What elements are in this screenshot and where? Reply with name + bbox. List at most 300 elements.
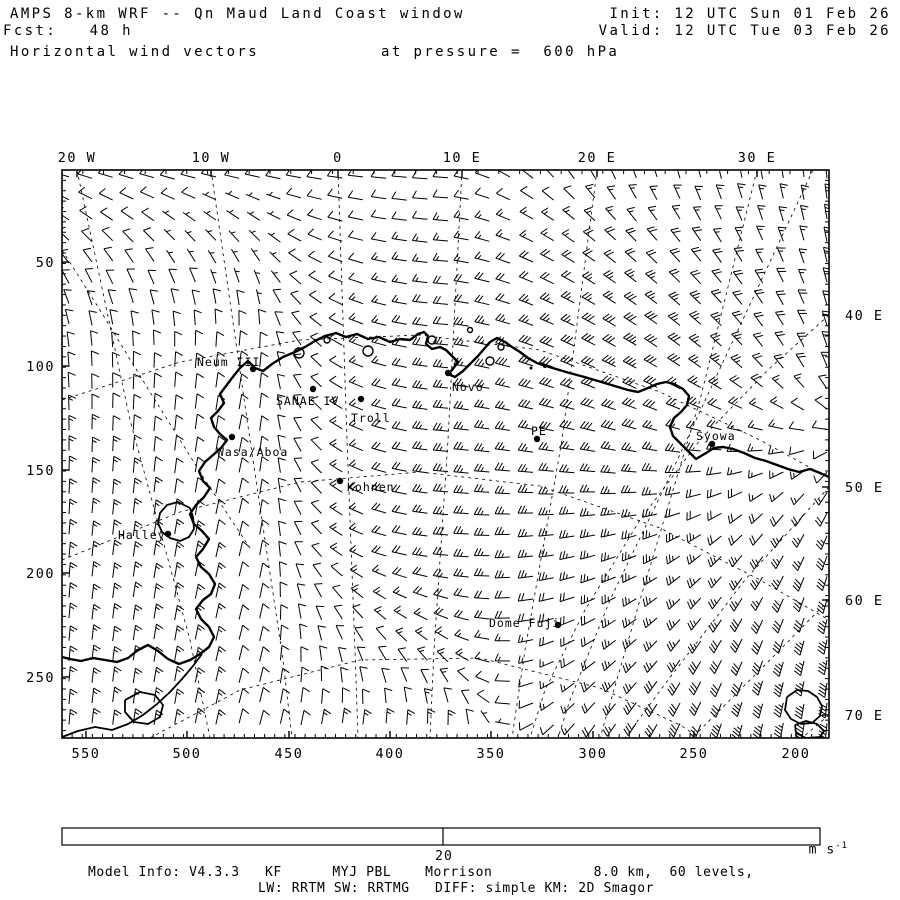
ice-feature-outline (468, 328, 473, 333)
axis-label-top: 10 W (191, 150, 231, 166)
wind-barb (372, 442, 387, 452)
wind-barb (92, 374, 99, 389)
wind-barb (239, 585, 249, 600)
wind-barb (749, 493, 763, 501)
wind-barb (496, 293, 510, 303)
wind-barb (794, 374, 804, 388)
wind-barb (69, 456, 77, 471)
wind-barb (372, 356, 387, 366)
wind-barb (454, 210, 469, 219)
wind-barb (730, 639, 742, 653)
wind-barb (738, 184, 746, 198)
wind-barb (475, 315, 490, 325)
wind-barb (152, 310, 160, 325)
station-label: SANAE IV (276, 394, 340, 408)
wind-barb (541, 229, 554, 241)
wind-barb (307, 190, 322, 200)
wind-barb (602, 618, 616, 628)
ice-feature-outline (486, 357, 494, 365)
wind-barb (476, 671, 490, 682)
wind-barb (413, 380, 428, 389)
wind-barb (175, 372, 183, 387)
wind-barb (206, 230, 216, 241)
meridian-line (558, 170, 813, 738)
wind-barb (216, 626, 226, 641)
wind-barb (239, 709, 249, 724)
wind-barb (175, 709, 184, 724)
wind-barb (668, 703, 680, 716)
wind-barb (208, 250, 216, 263)
wind-barb (333, 585, 343, 599)
wind-barb (322, 689, 330, 704)
wind-barb (779, 207, 787, 221)
wind-barb (475, 272, 490, 282)
wind-barb (99, 189, 113, 201)
wind-barb (540, 293, 554, 304)
wind-barb (92, 625, 101, 640)
wind-barb (580, 442, 595, 451)
wind-barb (623, 662, 636, 673)
wind-barb (687, 511, 701, 520)
wind-barb (581, 550, 596, 559)
wind-barb (175, 499, 184, 514)
wind-barb (795, 704, 804, 719)
wind-barb (730, 376, 742, 389)
wind-barb (750, 557, 763, 569)
wind-barb (621, 464, 636, 472)
wind-barb (519, 701, 533, 709)
wind-barb (289, 249, 301, 261)
wind-barb (519, 251, 533, 262)
wind-barb (798, 290, 807, 304)
wind-barb (146, 248, 155, 262)
wind-barb (708, 556, 721, 567)
wind-barb (106, 270, 114, 284)
wind-barb (495, 507, 510, 514)
wind-barb (606, 206, 616, 220)
wind-barb (791, 514, 804, 526)
wind-barb (736, 207, 744, 221)
wind-barb (280, 668, 289, 683)
wind-barb (669, 723, 680, 737)
wind-barb (495, 550, 510, 558)
wind-barb (770, 492, 784, 502)
wind-barb (627, 207, 636, 221)
wind-barb (433, 443, 448, 451)
coast-segment (62, 378, 232, 664)
wind-barb (816, 556, 827, 570)
wind-barb (92, 604, 101, 619)
meridian-line (625, 487, 829, 738)
wind-barb (672, 205, 680, 219)
wind-barb (751, 597, 763, 610)
wind-barb (294, 417, 302, 431)
wind-barb (91, 331, 99, 346)
wind-barb (433, 190, 448, 198)
wind-barb (540, 725, 554, 735)
model-info-line2: LW: RRTM SW: RRTMG DIFF: simple KM: 2D Smagor (258, 881, 655, 896)
wind-barb (330, 460, 343, 472)
wind-barb (666, 576, 680, 586)
wind-barb (216, 667, 226, 682)
wind-barb (92, 478, 100, 493)
wind-barb (716, 185, 724, 199)
wind-barb (751, 620, 762, 634)
wind-barb (643, 530, 657, 539)
wind-barb (69, 626, 77, 641)
wind-barb (396, 628, 407, 641)
wind-barb (311, 417, 322, 430)
wind-barb (216, 520, 226, 535)
wind-barb (518, 464, 533, 472)
wind-barb (650, 186, 658, 200)
wind-barb (392, 358, 407, 367)
wind-barb (216, 583, 226, 598)
wind-barb (229, 231, 239, 242)
wind-barb (643, 576, 657, 586)
wind-barb (562, 230, 574, 243)
wind-barb (260, 393, 269, 408)
scalebar-value: 20 (435, 849, 453, 864)
axis-label-left: 200 (26, 566, 55, 582)
wind-barb (392, 378, 407, 387)
wind-barb (150, 290, 158, 305)
wind-barb (622, 398, 636, 409)
wind-barb (518, 570, 533, 578)
wind-barb (113, 456, 121, 471)
wind-barb (202, 192, 216, 200)
axis-label-bottom: 350 (476, 746, 506, 762)
wind-barb (349, 313, 363, 324)
wind-barb (496, 252, 510, 263)
wind-barb (169, 269, 177, 283)
wind-barb (394, 606, 407, 618)
wind-barb (688, 598, 701, 609)
wind-barb (195, 668, 204, 683)
axis-label-right: 60 E (845, 593, 884, 609)
wind-barb (239, 331, 247, 346)
wind-barb (623, 377, 637, 389)
coastline (62, 328, 829, 739)
axis-label-top: 10 E (442, 150, 482, 166)
wind-barb (175, 479, 184, 494)
wind-barb (601, 399, 615, 410)
wind-barb (475, 652, 490, 662)
wind-barb (643, 420, 658, 430)
wind-barb (648, 206, 657, 220)
wind-barb (239, 458, 249, 473)
wind-barb (474, 568, 489, 576)
wind-barb (752, 681, 762, 695)
axis-label-bottom: 450 (274, 746, 304, 762)
wind-barb (393, 587, 407, 598)
wind-barb (643, 399, 657, 410)
wind-barb (392, 232, 407, 241)
wind-barb (239, 498, 249, 513)
wind-barb (707, 489, 721, 498)
wind-barb (474, 420, 489, 429)
wind-barb (539, 442, 554, 451)
wind-barb (216, 416, 225, 431)
wind-barb (239, 562, 249, 577)
wind-barb (295, 542, 303, 556)
wind-barb (104, 247, 113, 261)
wind-barb (455, 630, 469, 641)
wind-barb (433, 484, 448, 492)
wind-barb (268, 233, 280, 242)
wind-barb (646, 250, 657, 263)
wind-barb (583, 228, 595, 241)
wind-barb (621, 485, 636, 492)
wind-barb (81, 228, 92, 241)
station-dot (337, 478, 343, 484)
wind-barb (561, 314, 575, 326)
pressure-level-label: at pressure = 600 hPa (381, 44, 620, 60)
wind-barb (709, 640, 721, 653)
wind-barb (372, 399, 387, 409)
wind-barb (730, 598, 742, 611)
wind-barb (113, 687, 122, 702)
wind-barb (293, 331, 301, 345)
wind-barb (266, 192, 280, 199)
wind-barb (623, 573, 637, 583)
wind-barb (133, 542, 142, 557)
wind-barb (539, 549, 554, 557)
station-dot (165, 531, 171, 537)
wind-barb (79, 187, 93, 199)
wind-barb (371, 210, 386, 219)
station (531, 424, 547, 442)
wind-barb (623, 356, 636, 368)
wind-barb (796, 353, 806, 367)
wind-barb (770, 515, 783, 527)
wind-barb (454, 401, 469, 410)
wind-barb (474, 464, 489, 472)
wind-barb (175, 395, 183, 410)
wind-barb (313, 563, 322, 577)
wind-barb (201, 167, 216, 177)
wind-barb (772, 599, 783, 613)
wind-barb (518, 529, 533, 537)
wind-barb (154, 330, 161, 345)
scale-bar-box (62, 828, 820, 845)
wind-barb (113, 416, 121, 431)
wind-barb (433, 276, 448, 284)
wind-barb (413, 464, 428, 473)
wind-barb (113, 373, 120, 388)
wind-barb (774, 682, 784, 697)
wind-barb (539, 528, 554, 536)
wind-barb (65, 309, 73, 324)
wind-barb (791, 494, 804, 505)
wind-barb (125, 249, 134, 263)
wind-barb (519, 722, 533, 730)
wind-barb (183, 212, 195, 221)
wind-barb (311, 437, 322, 450)
wind-barb (433, 359, 448, 367)
wind-barb (67, 332, 75, 347)
wind-barb (386, 708, 394, 723)
wind-barb (561, 271, 574, 283)
wind-barb (727, 467, 742, 475)
wind-barb (560, 378, 574, 389)
wind-barb (665, 465, 680, 472)
wind-barb (454, 465, 469, 473)
wind-barb (793, 598, 804, 612)
wind-barb (318, 626, 326, 641)
wind-barb (112, 352, 119, 367)
wind-barb (123, 229, 134, 242)
wind-barb (348, 191, 363, 200)
wind-barb (496, 188, 510, 200)
wind-barb (644, 334, 657, 346)
wind-barb (748, 444, 763, 451)
wind-barb (817, 576, 827, 590)
wind-barb (290, 271, 301, 284)
wind-barb (818, 683, 827, 698)
ice-feature-outline (363, 346, 373, 356)
wind-barb (280, 605, 288, 620)
wind-barb (454, 422, 469, 431)
wind-barb (69, 499, 77, 514)
wind-barb (709, 597, 722, 609)
wind-barb (519, 271, 533, 282)
axis-label-top: 30 E (737, 150, 777, 166)
wind-barb (133, 625, 142, 640)
wind-barb (349, 376, 363, 387)
wind-barb (448, 710, 456, 725)
wind-barb (260, 332, 268, 347)
wind-barb (707, 467, 722, 475)
wind-barb (154, 604, 163, 619)
wind-barb (195, 414, 204, 429)
wind-barb (729, 578, 742, 590)
wind-barb (192, 290, 200, 305)
wind-barb (474, 591, 489, 599)
wind-barb (475, 167, 489, 178)
wind-barb (413, 547, 428, 556)
wind-barb (774, 703, 784, 718)
wind-barb (495, 719, 510, 725)
wind-barb (645, 291, 657, 304)
wind-barb (433, 569, 448, 578)
wind-barb (246, 193, 260, 201)
wind-barb (69, 436, 76, 451)
wind-barb (495, 421, 510, 430)
wind-barb (495, 634, 510, 641)
wind-barb (69, 415, 76, 430)
wind-barb (708, 577, 721, 588)
wind-barb (758, 206, 766, 220)
wind-barb (495, 591, 510, 598)
wind-barb (474, 528, 489, 536)
wind-barb (602, 640, 616, 650)
wind-barb (376, 626, 386, 640)
wind-barb (379, 646, 387, 660)
wind-barb (339, 648, 347, 663)
wind-barb (819, 375, 828, 389)
wind-barb (69, 709, 77, 724)
wind-barb (689, 355, 701, 368)
init-time: Init: 12 UTC Sun 01 Feb 26 (609, 6, 891, 22)
wind-barb (583, 249, 595, 262)
wind-barb (171, 289, 179, 304)
field-label: Horizontal wind vectors (10, 44, 260, 60)
wind-barb (709, 377, 722, 389)
wind-barb (100, 208, 112, 221)
wind-barb (68, 372, 75, 387)
wind-barb (69, 583, 77, 598)
wind-barb (622, 509, 637, 517)
wind-barb (454, 569, 469, 577)
station-label: PE (531, 424, 547, 438)
wind-barb (582, 702, 595, 713)
wind-barb (342, 708, 351, 723)
wind-barb (752, 640, 763, 654)
wind-barb (413, 294, 428, 303)
wind-barb (818, 640, 827, 655)
wind-barb (800, 226, 808, 240)
wind-barb (120, 188, 134, 200)
wind-barb (752, 353, 762, 366)
station (197, 355, 260, 372)
wind-barb (413, 586, 427, 597)
wind-barb (113, 667, 122, 682)
parallel-line (150, 658, 700, 738)
wind-barb (413, 484, 428, 493)
wind-barb (715, 206, 723, 220)
wind-barb (328, 211, 343, 221)
meridian-line (530, 315, 829, 738)
wind-barb (330, 439, 343, 451)
wind-barb (561, 658, 575, 668)
wind-barb (495, 486, 510, 494)
wind-barb (433, 316, 448, 324)
wind-barb (454, 588, 469, 597)
wind-barb (260, 352, 268, 367)
wind-barb (689, 334, 701, 347)
axis-label-left: 150 (26, 463, 55, 479)
wind-barb (433, 296, 448, 304)
wind-barb (239, 645, 249, 660)
wind-barb (643, 597, 657, 607)
wind-barb (175, 583, 184, 598)
wind-barb (175, 646, 184, 661)
wind-barb (415, 627, 427, 640)
wind-barb (328, 231, 342, 241)
wind-barb (603, 291, 616, 303)
wind-barb (712, 269, 722, 283)
axis-label-left: 250 (26, 670, 55, 686)
wind-barb (454, 610, 469, 620)
wind-barb (435, 627, 448, 639)
wind-barb (816, 536, 827, 550)
wind-barb (642, 509, 657, 518)
wind-barb (257, 289, 262, 304)
wind-barb (481, 711, 490, 723)
wind-barb (173, 311, 181, 326)
wind-barb (582, 682, 596, 692)
wind-barb (790, 447, 805, 455)
wind-barb (234, 268, 240, 282)
wind-barb (667, 599, 680, 609)
wind-barb (113, 710, 122, 725)
wind-barb (433, 253, 448, 261)
wind-barb (622, 552, 636, 561)
wind-barb (760, 164, 768, 179)
wind-barb (133, 415, 141, 430)
wind-barb (280, 582, 287, 597)
